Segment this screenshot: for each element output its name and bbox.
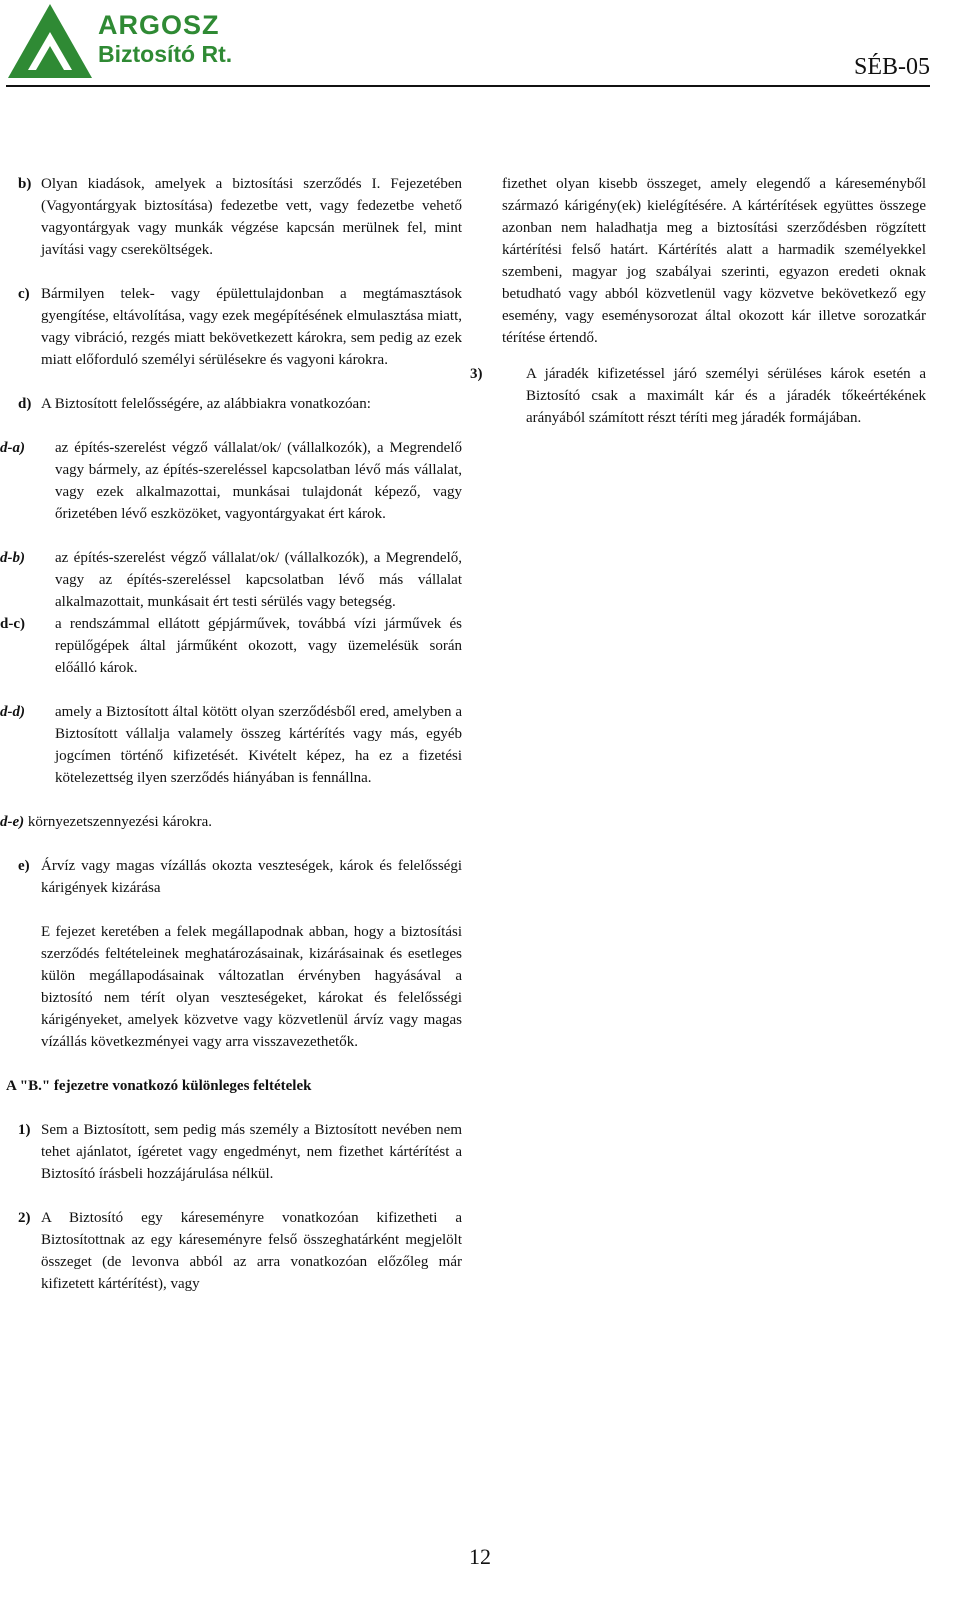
logo-triangle-icon <box>6 2 96 82</box>
clause-label: b) <box>18 176 32 192</box>
clause-label: 1) <box>18 1122 31 1138</box>
clause-2 <box>18 1207 462 1295</box>
clause-text: amely a Biztosított által kötött olyan szerződésből ered, amelyben a Biztosított vállalja valamely összeg kártérítés vagy más, egyéb jogcímen történő kifizetését. Kivételt képez, ha ez a fizetési kötelezettség ilyen szerződés hiányában is fennállna. <box>55 704 462 786</box>
clause-d-a <box>0 437 462 525</box>
clause-e <box>18 855 462 899</box>
clause-label: d-e) <box>0 814 25 830</box>
document-id: SÉB-05 <box>853 54 930 80</box>
clause-1 <box>18 1119 462 1185</box>
clause-text: A járadék kifizetéssel járó személyi sérüléses károk esetén a Biztosító csak a maximált kár és a járadék tőkeértékének arányából számított részt téríti meg járadék formájában. <box>526 366 926 426</box>
right-column <box>470 173 926 429</box>
clause-d-c <box>0 613 462 679</box>
left-column <box>0 173 462 1295</box>
clause-label: d-b) <box>0 550 25 566</box>
clause-2-continuation: fizethet olyan kisebb összeget, amely elegendő a káreseményből származó kárigény(ek) kielégítésére. A kártérítések együttes összege azonban nem haladhatja meg a biztosítási szerződésben rögzített kártérítési felső határt. Kártérítés alatt a harmadik személyekkel szembeni, magyar jog szabályai szerinti, egyazon eredeti oknak betudható vagy abból közvetlenül vagy közvetve bekövetkező egy esemény, vagy eseménysorozat által okozott kár illetve sorozatkár térítése értendő. <box>502 176 926 346</box>
logo-name: ARGOSZ <box>98 10 220 40</box>
clause-text: Sem a Biztosított, sem pedig más személy a Biztosított nevében nem tehet ajánlatot, ígéretet vagy engedményt, nem fizethet kártérítést a Biztosító írásbeli hozzájárulása nélkül. <box>41 1122 462 1182</box>
clause-label: 2) <box>18 1210 31 1226</box>
clause-d-b <box>0 547 462 613</box>
clause-text: a rendszámmal ellátott gépjárművek, továbbá vízi járművek és repülőgépek által járműként okozott, vagy üzemelésük során előálló károk. <box>55 616 462 676</box>
clause-text: A Biztosító egy káreseményre vonatkozóan kifizetheti a Biztosítottnak az egy káreseményre felső összeghatárként megjelölt összeget (de levonva abból az arra vonatkozóan előzőleg már kifizetett kártérítést), vagy <box>41 1210 462 1292</box>
clause-label: d) <box>18 396 32 412</box>
clause-text: Bármilyen telek- vagy épülettulajdonban a megtámasztások gyengítése, eltávolítása, vagy ezek megépítésének elmulasztása miatt, vagy vibráció, rezgés miatt bekövetkezett károkra, sem pedig az ezek miatt előforduló személyi sérülésekre és vagyoni károkra. <box>41 286 462 368</box>
clause-label: d-a) <box>0 440 25 456</box>
clause-text: Olyan kiadások, amelyek a biztosítási szerződés I. Fejezetében (Vagyontárgyak biztosítása) fedezetbe vett, vagy fedezetbe vehető vagyontárgyak vagy munkák végzése kapcsán merülnek fel, mint javítási vagy csereköltségek. <box>41 176 462 258</box>
logo-text <box>98 12 232 66</box>
page-number: 12 <box>469 1544 491 1569</box>
clause-d-e <box>0 811 462 833</box>
header-divider <box>6 85 930 87</box>
clause-label: d-d) <box>0 704 25 720</box>
clause-c <box>18 283 462 371</box>
clause-d <box>18 393 462 415</box>
clause-text: Árvíz vagy magas vízállás okozta veszteségek, károk és felelősségi kárigények kizárása <box>41 858 462 896</box>
clause-d-d <box>0 701 462 789</box>
clause-e-paragraph: E fejezet keretében a felek megállapodnak abban, hogy a biztosítási szerződés feltételeinek meghatározásainak, kizárásainak és esetleges külön megállapodásainak változatlan érvényben hagyásával a biztosító nem térít olyan veszteségeket, károkat és felelősségi kárigényeket, amelyek közvetve vagy közvetlenül árvíz vagy magas vízállás következményei vagy arra visszavezethetők. <box>41 924 462 1050</box>
clause-text: az építés-szerelést végző vállalat/ok/ (vállalkozók), a Megrendelő vagy bármely, az építés-szereléssel kapcsolatban lévő más vállalat, vagy ezek alkalmazottai, munkásai tulajdonát képező, vagy őrizetében lévő eszközöket, vagyontárgyakat ért károk. <box>55 440 462 522</box>
section-heading: A "B." fejezetre vonatkozó különleges feltételek <box>6 1078 312 1094</box>
clause-text: A Biztosított felelősségére, az alábbiakra vonatkozóan: <box>41 396 371 412</box>
company-logo <box>6 2 256 82</box>
clause-b <box>18 173 462 261</box>
clause-label: 3) <box>470 366 483 382</box>
clause-label: d-c) <box>0 616 25 632</box>
logo-subname: Biztosító Rt. <box>98 41 233 67</box>
clause-label: c) <box>18 286 30 302</box>
clause-label: e) <box>18 858 30 874</box>
clause-text: környezetszennyezési károkra. <box>27 814 212 830</box>
clause-3 <box>470 363 926 429</box>
clause-text: az építés-szerelést végző vállalat/ok/ (vállalkozók), a Megrendelő, vagy az építés-szereléssel kapcsolatban lévő más vállalat alkalmazottait, munkásait ért testi sérülés vagy betegség. <box>55 550 462 610</box>
